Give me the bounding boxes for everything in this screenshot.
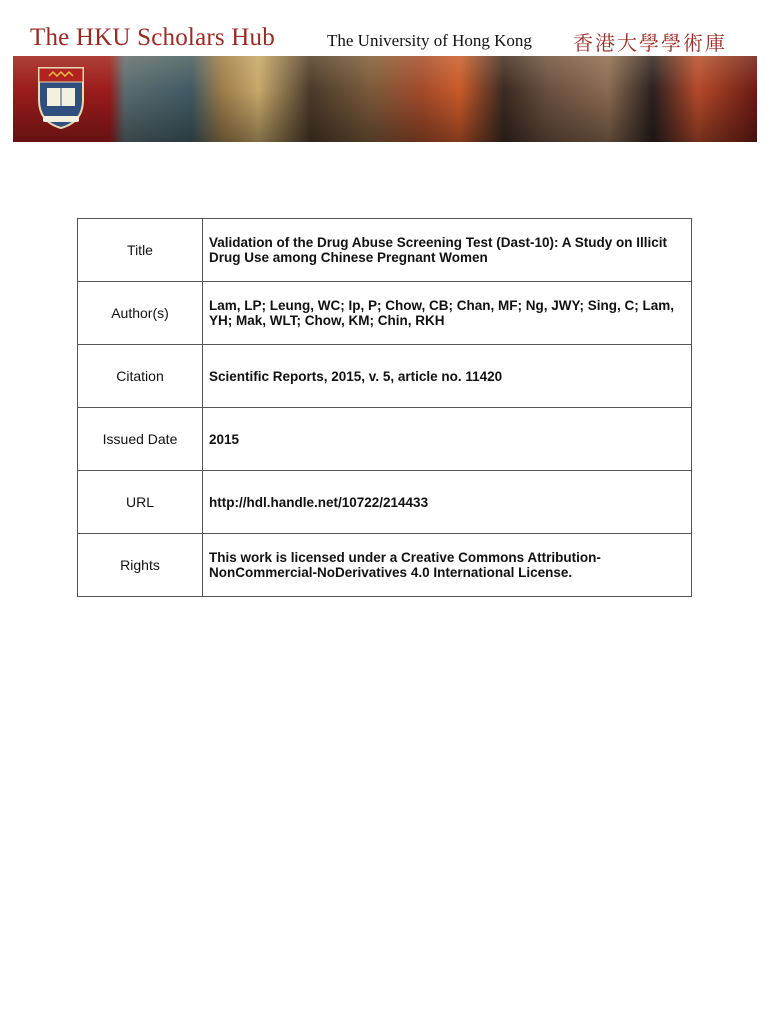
authors-label: Author(s)	[78, 282, 203, 345]
table-row	[78, 471, 692, 534]
issued-date-value: 2015	[203, 408, 692, 471]
url-link[interactable]: http://hdl.handle.net/10722/214433	[203, 471, 692, 534]
table-row	[78, 345, 692, 408]
university-name[interactable]: The University of Hong Kong	[327, 31, 532, 50]
url-label: URL	[78, 471, 203, 534]
table-row	[78, 282, 692, 345]
table-row	[78, 219, 692, 282]
record-metadata-table	[77, 218, 692, 597]
rights-value: This work is licensed under a Creative Commons Attribution-NonCommercial-NoDerivatives 4.0 International License.	[203, 534, 692, 597]
hub-title[interactable]: The HKU Scholars Hub	[30, 24, 275, 51]
header-banner-image	[13, 56, 757, 142]
citation-value: Scientific Reports, 2015, v. 5, article no. 11420	[203, 345, 692, 408]
table-row	[78, 534, 692, 597]
citation-label: Citation	[78, 345, 203, 408]
header	[0, 0, 770, 56]
hku-crest-icon	[35, 64, 87, 130]
title-value: Validation of the Drug Abuse Screening Test (Dast-10): A Study on Illicit Drug Use among Chinese Pregnant Women	[203, 219, 692, 282]
title-label: Title	[78, 219, 203, 282]
university-name-chinese: 香港大學學術庫	[573, 31, 727, 55]
issued-date-label: Issued Date	[78, 408, 203, 471]
authors-value: Lam, LP; Leung, WC; Ip, P; Chow, CB; Chan, MF; Ng, JWY; Sing, C; Lam, YH; Mak, WLT; Chow, KM; Chin, RKH	[203, 282, 692, 345]
rights-label: Rights	[78, 534, 203, 597]
banner-shading	[13, 56, 757, 142]
table-row	[78, 408, 692, 471]
